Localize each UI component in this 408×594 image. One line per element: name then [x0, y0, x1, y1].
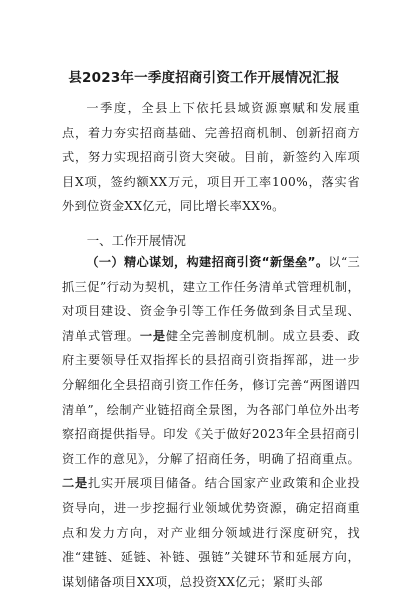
document-title: 县2023年一季度招商引资工作开展情况汇报 — [68, 70, 340, 86]
subsection-text: 以“三抓三促”行动为契机，建立工作任务清单式管理机制，对项目建设、资金争引等工作任务做到条目式呈现、清单式管理。 — [62, 255, 360, 343]
point-two-label: 二是 — [62, 476, 88, 491]
point-two-text: 扎实开展项目储备。结合国家产业政策和企业投资导向，进一步挖掘行业领域优势资源，确定招商重点和发力方向，对产业细分领域进行深度研究，找准“建链、延链、补链、强链”关键环节和延展方向，谋划储备项目XX项，总投资XX亿元；紧盯头部 — [62, 476, 360, 589]
intro-paragraph: 一季度，全县上下依托县域资源禀赋和发展重点，着力夯实招商基础、完善招商机制、创新招商方式，努力实现招商引资大突破。目前，新签约入库项目X项，签约额XX万元，项目开工率100%，落实省外到位资金XX亿元，同比增长率XX%。 — [62, 101, 360, 214]
section-paragraph — [62, 250, 360, 594]
subsection-heading: （一）精心谋划，构建招商引资“新堡垒”。 — [86, 255, 329, 269]
point-one-label: 一是 — [139, 328, 166, 343]
point-one-text: 健全完善制度机制。成立县委、政府主要领导任双指挥长的县招商引资指挥部，进一步分解细化全县招商引资工作任务，修订完善“两图谱四清单”，绘制产业链招商全景图，为各部门单位外出考察招商提供指导。印发《关于做好2023年全县招商引资工作的意见》，分解了招商任务，明确了招商重点。 — [62, 328, 361, 466]
section-heading: 一、工作开展情况 — [86, 233, 186, 248]
